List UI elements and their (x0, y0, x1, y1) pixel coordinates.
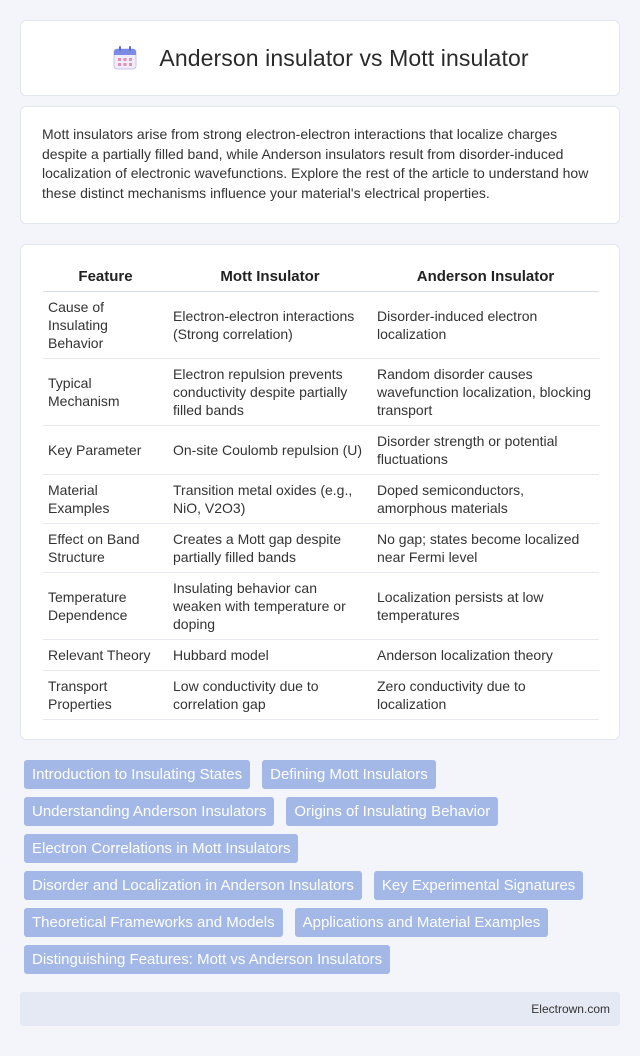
comparison-table-card (20, 244, 620, 740)
anderson-cell: Doped semiconductors, amorphous materials (372, 474, 599, 523)
footer-brand[interactable]: Electrown.com (531, 1002, 610, 1016)
anderson-cell: Disorder-induced electron localization (372, 291, 599, 358)
topic-tags (20, 760, 620, 982)
tag-link[interactable]: Electron Correlations in Mott Insulators (24, 834, 298, 863)
feature-cell: Effect on Band Structure (43, 523, 168, 572)
page-title: Anderson insulator vs Mott insulator (159, 44, 529, 71)
table-row (43, 670, 599, 719)
feature-cell: Temperature Dependence (43, 572, 168, 639)
intro-card (20, 106, 620, 224)
mott-cell: Hubbard model (168, 639, 372, 670)
mott-cell: Insulating behavior can weaken with temperature or doping (168, 572, 372, 639)
header-card (20, 20, 620, 96)
tag-link[interactable]: Key Experimental Signatures (374, 871, 583, 900)
mott-cell: On-site Coulomb repulsion (U) (168, 425, 372, 474)
mott-cell: Creates a Mott gap despite partially filled bands (168, 523, 372, 572)
anderson-cell: Localization persists at low temperatures (372, 572, 599, 639)
tag-link[interactable]: Theoretical Frameworks and Models (24, 908, 283, 937)
feature-cell: Relevant Theory (43, 639, 168, 670)
mott-cell: Electron repulsion prevents conductivity despite partially filled bands (168, 358, 372, 425)
table-row (43, 639, 599, 670)
anderson-cell: Anderson localization theory (372, 639, 599, 670)
column-header-anderson: Anderson Insulator (372, 267, 599, 291)
mott-cell: Low conductivity due to correlation gap (168, 670, 372, 719)
anderson-cell: Zero conductivity due to localization (372, 670, 599, 719)
tag-link[interactable]: Distinguishing Features: Mott vs Anderson Insulators (24, 945, 390, 974)
intro-text: Mott insulators arise from strong electron-electron interactions that localize charges despite a partially filled band, while Anderson insulators result from disorder-induced localization of electronic wavefunctions. Explore the rest of the article to understand how these distinct mechanisms influence your material's electrical properties. (42, 126, 589, 201)
feature-cell: Cause of Insulating Behavior (43, 291, 168, 358)
table-header-row (43, 267, 599, 291)
anderson-cell: Disorder strength or potential fluctuations (372, 425, 599, 474)
tag-link[interactable]: Origins of Insulating Behavior (286, 797, 498, 826)
tag-link[interactable]: Defining Mott Insulators (262, 760, 436, 789)
tag-link[interactable]: Introduction to Insulating States (24, 760, 250, 789)
mott-cell: Transition metal oxides (e.g., NiO, V2O3) (168, 474, 372, 523)
table-row (43, 474, 599, 523)
anderson-cell: Random disorder causes wavefunction localization, blocking transport (372, 358, 599, 425)
footer (20, 992, 620, 1026)
table-row (43, 572, 599, 639)
table-row (43, 291, 599, 358)
column-header-feature: Feature (43, 267, 168, 291)
anderson-cell: No gap; states become localized near Fermi level (372, 523, 599, 572)
tag-link[interactable]: Understanding Anderson Insulators (24, 797, 274, 826)
calendar-icon (111, 44, 139, 72)
feature-cell: Transport Properties (43, 670, 168, 719)
column-header-mott: Mott Insulator (168, 267, 372, 291)
table-row (43, 358, 599, 425)
tag-link[interactable]: Disorder and Localization in Anderson Insulators (24, 871, 362, 900)
table-row (43, 425, 599, 474)
feature-cell: Material Examples (43, 474, 168, 523)
feature-cell: Typical Mechanism (43, 358, 168, 425)
tag-link[interactable]: Applications and Material Examples (295, 908, 549, 937)
table-row (43, 523, 599, 572)
comparison-table (43, 267, 599, 720)
feature-cell: Key Parameter (43, 425, 168, 474)
mott-cell: Electron-electron interactions (Strong correlation) (168, 291, 372, 358)
